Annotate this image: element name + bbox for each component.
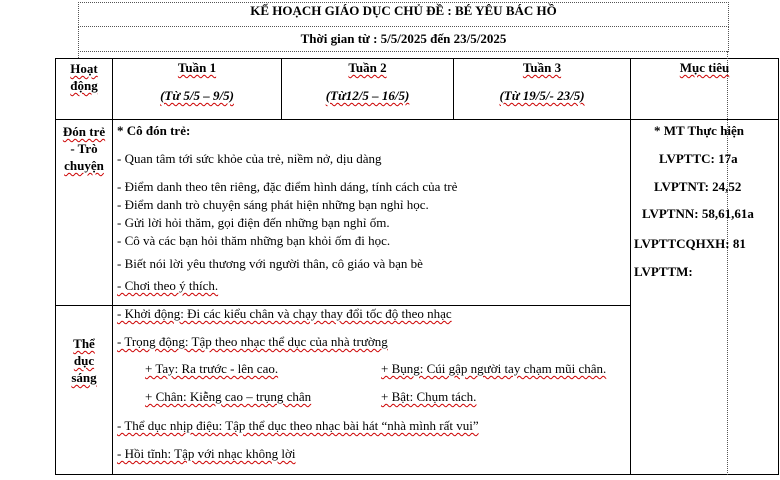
header-week3-range-cell [454,88,630,104]
row1-heading: * Cô đón trẻ: [117,123,191,138]
row1-item-6-wrap [117,278,218,294]
row2-cooldown-wrap [117,446,296,462]
row2-main-wrap [117,334,388,350]
goal-item-3: LVPTTCQHXH: 81 [634,236,746,251]
table-top-border [55,58,779,59]
header-week3-label: Tuần 3 [522,60,562,75]
row2-belly-wrap [381,361,606,377]
margin-guide-right [727,51,728,475]
goal-item-1: LVPTNT: 24,52 [654,179,742,194]
row2-rhythm-wrap [117,418,479,434]
document-title: KẾ HOẠCH GIÁO DỤC CHỦ ĐỀ : BÉ YÊU BÁC HỒ [250,3,557,18]
col-divider-goal [630,58,631,475]
header-goal [631,60,778,76]
col-divider-activity [112,58,113,475]
goal-item-0: LVPTTC: 17a [659,151,738,166]
header-week2 [282,60,453,76]
header-activity [56,60,112,94]
row2-main: - Trọng động: Tập theo nhạc thể dục của nhà trường [117,334,388,349]
row2-legs: + Chân: Kiễng cao – trụng chân [145,389,312,404]
header-week1-range: (Từ 5/5 – 9/5) [160,88,234,103]
table-right-border [778,58,779,475]
header-week1-label: Tuần 1 [177,60,217,75]
header-activity-line2: động [70,78,98,93]
row1-label-line3: chuyện [64,158,104,173]
row2-warmup-wrap [117,306,452,322]
header-week2-range: (Từ12/5 – 16/5) [325,88,410,103]
row1-item-6: - Chơi theo ý thích. [117,278,219,293]
row1-label-line1: Đón trẻ [62,124,106,139]
row2-belly: + Bụng: Cúi gập người tay chạm mũi chân. [381,361,607,376]
table-bottom-border [55,474,779,475]
row1-item-2: - Điểm danh trò chuyện sáng phát hiện những bạn nghỉ học. [117,197,429,212]
row2-label-line1: Thể [73,336,95,351]
header-week1 [113,60,281,76]
header-week2-label: Tuần 2 [348,60,387,75]
row1-label [56,123,112,174]
header-week2-range-cell [282,88,453,104]
row1-item-3: - Gửi lời hỏi thăm, gọi điện đến những bạn nghỉ ốm. [117,215,390,230]
header-week3 [454,60,630,76]
header-week3-range: (Từ 19/5/- 23/5) [499,88,585,103]
row2-cooldown: - Hồi tĩnh: Tập với nhạc không lời [117,446,296,461]
row2-jump-wrap [381,389,476,405]
header-goal-label: Mục tiêu [679,60,730,75]
row2-label [56,335,112,386]
document-subtitle: Thời gian từ : 5/5/2025 đến 23/5/2025 [300,31,507,46]
row1-label-line2: - Trò [70,141,98,156]
row2-label-line2: dục [73,353,95,368]
row1-item-4: - Cô và các bạn hỏi thăm những bạn khỏi ốm đi học. [117,233,391,248]
row2-label-line3: sáng [71,370,97,385]
goals-heading: * MT Thực hiện [654,123,745,138]
table-header-divider [55,119,779,120]
goal-item-4: LVPTTM: [634,264,693,279]
row2-arms-wrap [145,361,278,377]
row2-rhythm: - Thể dục nhịp điệu: Tập thể dục theo nhạc bài hát “nhà mình rất vui” [117,418,479,433]
table-left-border [55,58,56,475]
margin-guide-left [78,51,79,58]
header-activity-line1: Hoạt [70,61,98,76]
row2-jump: + Bật: Chụm tách. [381,389,477,404]
row2-arms: + Tay: Ra trước - lên cao. [145,361,279,376]
row2-legs-wrap [145,389,311,405]
row1-item-0: - Quan tâm tới sức khỏe của trẻ, niềm nở, dịu dàng [117,151,382,166]
row1-item-1: - Điểm danh theo tên riêng, đặc điểm hình dáng, tính cách của trẻ [117,179,458,194]
row1-item-5: - Biết nói lời yêu thương với người thân, cô giáo và bạn bè [117,256,423,271]
row2-warmup: - Khởi động: Đi các kiểu chân và chạy thay đổi tốc độ theo nhạc [117,306,452,321]
goal-item-2: LVPTNN: 58,61,61a [642,206,754,221]
header-week1-range-cell [113,88,281,104]
